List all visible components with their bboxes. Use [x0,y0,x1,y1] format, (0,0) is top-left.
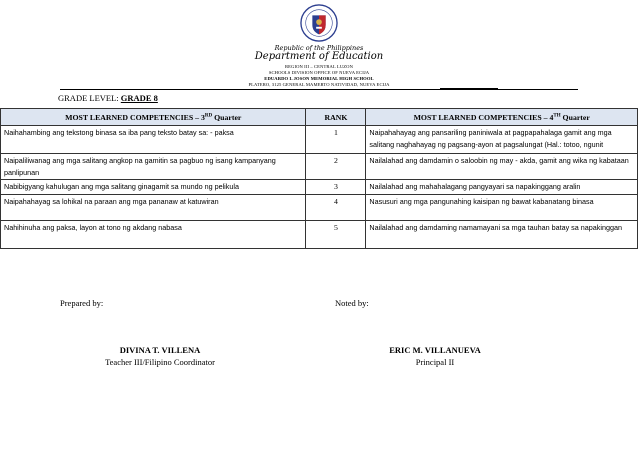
q4-cell: Nasusuri ang mga pangunahing kaisipan ng bawat kabanatang binasa [366,194,638,220]
department-label: Department of Education [254,51,384,62]
rank-cell: 1 [306,126,366,154]
prepared-by-label: Prepared by: [60,298,104,308]
rank-cell: 2 [306,154,366,180]
noter-name: ERIC M. VILLANUEVA [389,345,481,355]
grade-level [58,93,158,103]
q3-cell: Naipahahayag sa lohikal na paraan ang mga pananaw at katuwiran [1,194,306,220]
q3-cell: Naihahambing ang tekstong binasa sa iba pang teksto batay sa: - paksa [1,126,306,154]
table-row [1,220,638,248]
q4-cell: Nailalahad ang damdaming namamayani sa mga tauhan batay sa napakinggan [366,220,638,248]
region-label: REGION III – CENTRAL LUZON [284,64,353,69]
q3-cell: Naipaliliwanag ang mga salitang angkop na gamitin sa pagbuo ng isang kampanyang panlipunan [1,154,306,180]
col-header-rank: RANK [306,109,366,126]
competencies-table [0,108,638,249]
q4-cell: Nailalahad ang damdamin o saloobin ng may - akda, gamit ang wika ng kabataan [366,154,638,180]
republic-label: Republic of the Philippines [274,44,364,52]
col-header-q4: MOST LEARNED COMPETENCIES – 4TH Quarter [366,109,638,126]
header-divider [60,89,578,90]
deped-seal-icon [300,4,338,42]
table-row [1,194,638,220]
school-address: PLATERO, 3125 GENERAL MAMERTO NATIVIDAD, NUEVA ECIJA [248,82,390,87]
grade-level-label: GRADE LEVEL: [58,93,119,103]
division-label: SCHOOLS DIVISION OFFICE OF NUEVA ECIJA [268,70,370,75]
col-header-q3: MOST LEARNED COMPETENCIES – 3RD Quarter [1,109,306,126]
table-row [1,154,638,180]
header-divider-accent [440,88,498,90]
rank-cell: 5 [306,220,366,248]
table-row [1,126,638,154]
q4-cell: Nailalahad ang mahahalagang pangyayari sa napakinggang aralin [366,180,638,195]
school-name: EDUARDO L JOSON MEMORIAL HIGH SCHOOL [264,76,374,81]
q3-cell: Nabibigyang kahulugan ang mga salitang ginagamit sa mundo ng pelikula [1,180,306,195]
preparer-name: DIVINA T. VILLENA [119,345,201,355]
noted-by-label: Noted by: [335,298,369,308]
preparer-title: Teacher III/Filipino Coordinator [105,357,215,367]
table-header-row [1,109,638,126]
rank-cell: 4 [306,194,366,220]
grade-level-value: GRADE 8 [120,93,158,103]
rank-cell: 3 [306,180,366,195]
noter-title: Principal II [415,357,455,367]
table-row [1,180,638,195]
q3-cell: Nahihinuha ang paksa, layon at tono ng akdang nabasa [1,220,306,248]
q4-cell: Naipahahayag ang pansariling paniniwala at pagpapahalaga gamit ang mga salitang naghahayag ng pagsang-ayon at pagsalungat (Hal.: totoo, ngunit [366,126,638,154]
